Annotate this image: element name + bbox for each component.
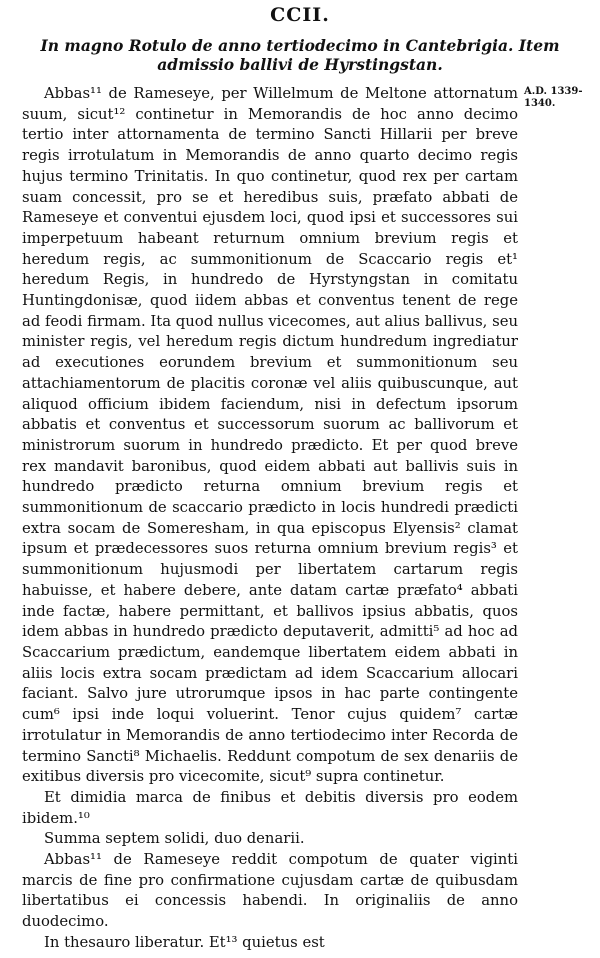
margin-date: A.D. 1339-1340.	[524, 86, 583, 109]
paragraph-summa: Summa septem solidi, duo denarii.	[44, 830, 305, 848]
paragraph-thesauro: In thesauro liberatur. Et¹³ quietus est	[44, 933, 325, 951]
document-body	[22, 84, 518, 954]
document-number: CCII.	[270, 4, 330, 26]
document-title: In magno Rotulo de anno tertiodecimo in Cantebrigia. Item admissio ballivi de Hyrstingstan.	[40, 36, 560, 74]
paragraph-dimidia-marca: Et dimidia marca de finibus et debitis diversis pro eodem ibidem.¹⁰	[22, 788, 518, 827]
paragraph-abbas-fine: Abbas¹¹ de Rameseye reddit compotum de quater viginti marcis de fine pro confirmatione cujusdam cartæ de quibusdam libertatibus ei concessis habendi. In originaliis de anno duodecimo.	[22, 851, 518, 931]
paragraph-main: Abbas¹¹ de Rameseye, per Willelmum de Meltone attornatum suum, sicut¹² continetur in Memorandis de hoc anno decimo tertio inter attornamenta de termino Sancti Hillarii per breve regis irrotulatum in Memorandis de anno quarto decimo regis hujus termino Trinitatis. In quo continetur, quod rex per cartam suam concessit, pro se et heredibus suis, præfato abbati de Rameseye et conventui ejusdem loci, quod ipsi et successores sui imperpetuum habeant returnum omnium brevium regis et heredum regis, ac summonitionum de Scaccario regis et¹ heredum Regis, in hundredo de Hyrstyngstan in comitatu Huntingdonisæ, quod iidem abbas et conventus tenent de rege ad feodi firmam. Ita quod nullus vicecomes, aut alius ballivus, seu minister regis, vel heredum regis dictum hundredum ingrediatur ad executiones eorundem brevium et summonitionum seu attachiamentorum de placitis coronæ vel aliis quibuscunque, aut aliquod officium ibidem faciendum, nisi in defectum ipsorum abbatis et conventus et successorum suorum ac ballivorum et ministrorum suorum in hundredo prædicto. Et per quod breve rex mandavit baronibus, quod eidem abbati aut ballivis suis in hundredo prædicto returna omnium brevium regis et summonitionum de scaccario prædicto in locis hundredi prædicti extra socam de Someresham, in qua episcopus Elyensis² clamat ipsum et prædecessores suos returna omnium brevium regis³ et summonitionum hujusmodi per libertatem cartarum regis habuisse, et habere debere, ante datam cartæ præfato⁴ abbati inde factæ, habere permittant, et ballivos ipsius abbatis, quos idem abbas in hundredo prædicto deputaverit, admitti⁵ ad hoc ad Scaccarium prædictum, eandemque libertatem eidem abbati in aliis locis extra socam prædictam ad idem Scaccarium allocari faciant. Salvo jure utrorumque ipsos in hac parte contingente cum⁶ ipsi inde loqui voluerint. Tenor cujus quidem⁷ cartæ irrotulatur in Memorandis de anno tertiodecimo inter Recorda de termino Sancti⁸ Michaelis. Reddunt compotum de sex denariis de exitibus diversis pro vicecomite, sicut⁹ supra continetur.	[22, 85, 518, 786]
